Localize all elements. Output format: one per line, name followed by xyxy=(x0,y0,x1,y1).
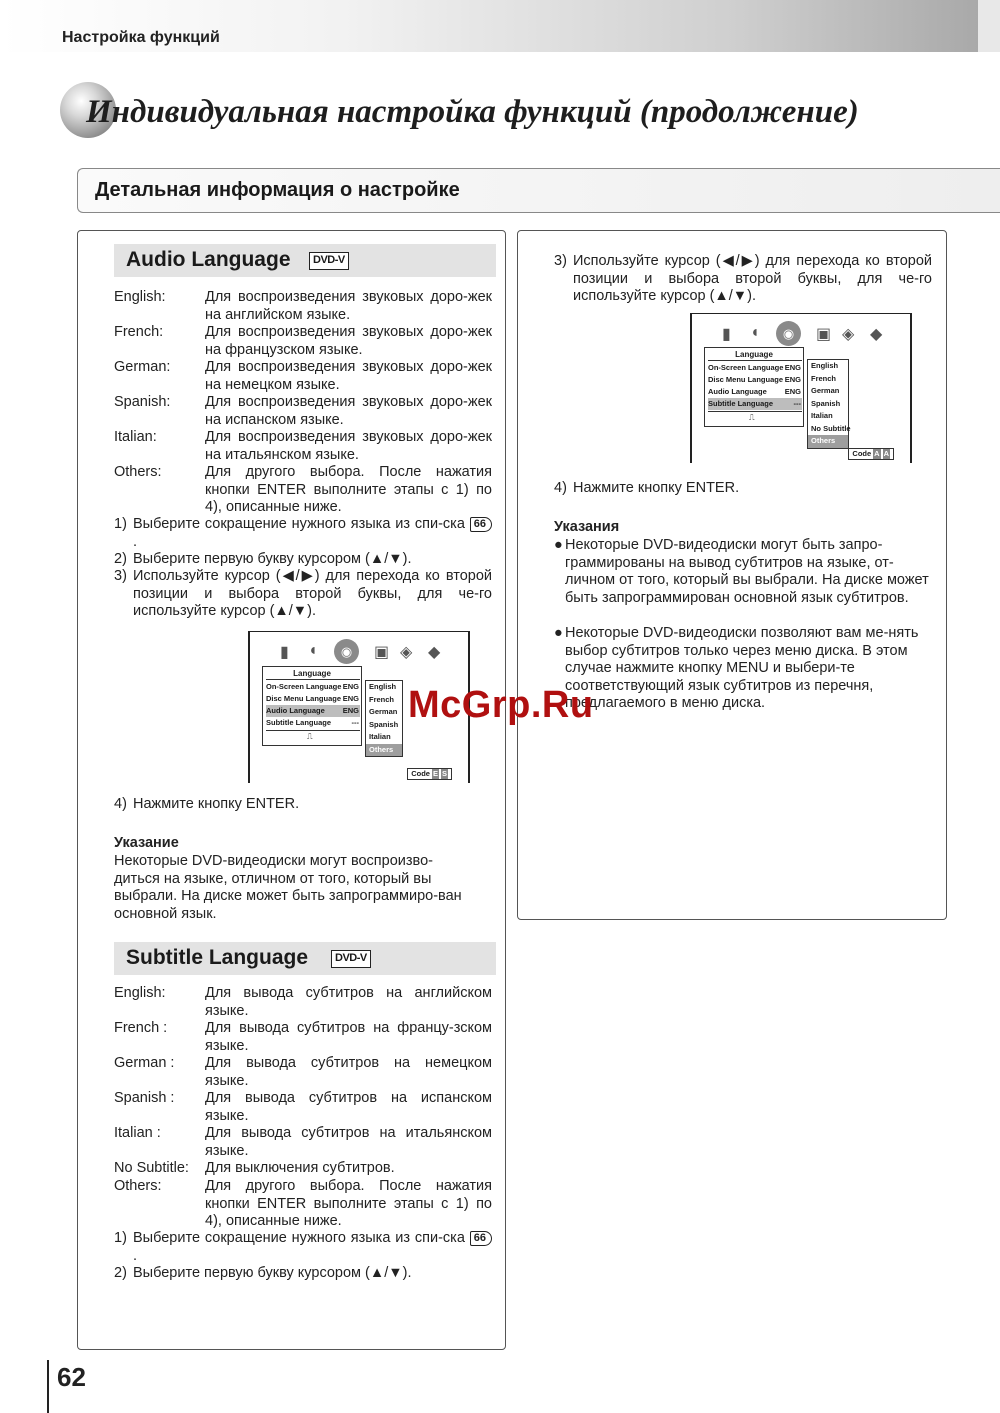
step-number: 1) xyxy=(114,1230,127,1246)
list-item-term: Italian : xyxy=(114,1125,161,1141)
step-number: 1) xyxy=(114,516,127,532)
menu-row-label: Subtitle Language xyxy=(266,718,332,727)
menu-row-value: --- xyxy=(793,399,801,408)
bullet-icon: ● xyxy=(554,537,563,553)
note-bullet-text: Некоторые DVD-видеодиски могут быть запро-граммированы на вывод субтитров на языке, от-личном от того, который вы выбрали. На диске может быть запрограммирован основной язык субтитров. xyxy=(565,537,929,606)
list-item-desc: Для вывода субтитров на испанском языке. xyxy=(205,1090,492,1124)
menu-divider xyxy=(708,411,802,412)
left-panel xyxy=(77,230,506,1350)
menu-row xyxy=(708,362,802,374)
note-text: Некоторые DVD-видеодиски могут воспроизво-диться на языке, отличном от того, который вы выбрали. На диске может быть запрограммиро-ван основной язык. xyxy=(114,853,462,922)
menu-divider xyxy=(266,679,360,680)
menu-row-selected xyxy=(708,398,802,410)
step-text: Выберите первую букву курсором (▲/▼). xyxy=(133,1265,412,1281)
note-bullet-text: Некоторые DVD-видеодиски позволяют вам ме-нять выбор субтитров только через меню диска. В этом случае нажмите кнопку MENU и выбери-те соответствующий язык субтитров из перечня, предлагаемого в меню диска. xyxy=(565,625,919,711)
code-letter: A xyxy=(874,449,880,458)
step-number: 2) xyxy=(114,1265,127,1281)
list-item-desc: Для воспроизведения звуковых доро-жек на французском языке. xyxy=(205,324,492,358)
language-disc-icon: ◉ xyxy=(334,639,359,664)
list-item-desc: Для воспроизведения звуковых доро-жек на итальянском языке. xyxy=(205,429,492,463)
option-item: Spanish xyxy=(811,398,841,408)
menu-divider xyxy=(266,730,360,731)
list-item-term: English: xyxy=(114,985,166,1001)
osd-language-menu xyxy=(704,347,804,427)
menu-row-label: On-Screen Language xyxy=(266,682,342,691)
list-item-term: No Subtitle: xyxy=(114,1160,189,1176)
display-icon: ▣ xyxy=(816,326,832,343)
step-number: 3) xyxy=(554,253,567,269)
subtitle-language-header xyxy=(114,942,496,975)
option-item: No Subtitle xyxy=(811,423,851,433)
note-bullet xyxy=(554,537,934,625)
menu-divider xyxy=(708,360,802,361)
step-number: 2) xyxy=(114,551,127,567)
menu-row-value: ENG xyxy=(342,682,359,691)
menu-row-value: ENG xyxy=(784,387,801,396)
option-item: Italian xyxy=(369,732,391,741)
list-item-desc: Для другого выбора. После нажатия кнопки ENTER выполните этапы с 1) по 4), описанные ниже. xyxy=(205,464,492,515)
list-item-desc: Для другого выбора. После нажатия кнопки ENTER выполните этапы с 1) по 4), описанные ниже. xyxy=(205,1178,492,1229)
code-box xyxy=(407,768,452,780)
menu-row-selected xyxy=(266,705,360,717)
code-letter: A xyxy=(883,449,889,458)
speaker-icon: ◖ xyxy=(750,324,760,341)
code-label: Code xyxy=(411,769,430,778)
osd-language-menu xyxy=(262,666,362,746)
audio-language-title: Audio Language xyxy=(126,248,291,271)
bullet-icon: ● xyxy=(554,625,563,641)
osd-options-list xyxy=(807,359,849,449)
step-number: 4) xyxy=(554,480,567,496)
step-text: Выберите первую букву курсором (▲/▼). xyxy=(133,551,412,567)
list-item-desc: Для воспроизведения звуковых доро-жек на английском языке. xyxy=(205,289,492,323)
menu-row-label: On-Screen Language xyxy=(708,363,784,372)
menu-row-value: ENG xyxy=(342,694,359,703)
top-banner-edge xyxy=(978,0,1000,52)
list-item-desc: Для вывода субтитров на немецком языке. xyxy=(205,1055,492,1089)
option-item-selected: Others xyxy=(808,435,848,448)
subheader-title: Детальная информация о настройке xyxy=(95,179,460,201)
list-item-desc: Для вывода субтитров на английском языке. xyxy=(205,985,492,1019)
subheader-box xyxy=(77,168,1000,213)
page-number: 62 xyxy=(57,1362,86,1392)
step-number: 4) xyxy=(114,796,127,812)
menu-row-value: --- xyxy=(351,718,359,727)
list-item-term: German : xyxy=(114,1055,175,1071)
step-text: Выберите сокращение нужного языка из спи-ска xyxy=(133,516,465,532)
note-bullet xyxy=(554,625,934,713)
menu-row-value: ENG xyxy=(342,706,359,715)
language-disc-icon: ◉ xyxy=(776,321,801,346)
other-setup-icon: ◆ xyxy=(428,644,441,661)
menu-row-label: Disc Menu Language xyxy=(266,694,342,703)
code-label: Code xyxy=(852,449,872,458)
menu-row-value: ENG xyxy=(784,363,801,372)
list-item-term: French: xyxy=(114,324,164,340)
speaker-icon: ◖ xyxy=(308,642,318,659)
menu-row xyxy=(708,374,802,386)
option-item: German xyxy=(811,386,840,395)
step-text: Нажмите кнопку ENTER. xyxy=(573,480,740,496)
list-item-desc: Для выключения субтитров. xyxy=(205,1160,395,1176)
page-reference: 66 xyxy=(470,1231,492,1246)
option-item: French xyxy=(811,373,837,383)
picture-icon: ▮ xyxy=(722,326,731,343)
code-letter: E xyxy=(432,769,438,778)
menu-title: Language xyxy=(735,350,773,359)
audio-step-1 xyxy=(114,516,494,552)
list-item-desc: Для воспроизведения звуковых доро-жек на немецком языке. xyxy=(205,359,492,393)
list-item-term: German: xyxy=(114,359,171,375)
subtitle-language-title: Subtitle Language xyxy=(126,946,309,969)
list-item-desc: Для вывода субтитров на итальянском языке. xyxy=(205,1125,492,1159)
code-box xyxy=(848,448,894,460)
list-item-term: French : xyxy=(114,1020,168,1036)
menu-row-label: Audio Language xyxy=(708,387,767,396)
list-item-term: Others: xyxy=(114,464,162,480)
audio-language-header xyxy=(114,244,496,277)
osd-options-list xyxy=(365,680,403,757)
option-item: French xyxy=(369,694,395,704)
watermark: McGrp.Ru xyxy=(408,684,594,726)
menu-row-label: Disc Menu Language xyxy=(708,375,784,384)
list-item-term: Spanish : xyxy=(114,1090,175,1106)
notes-heading: Указания xyxy=(554,519,620,535)
return-icon: ⎍ xyxy=(749,413,755,422)
option-item: Italian xyxy=(811,411,833,420)
other-setup-icon: ◆ xyxy=(870,326,883,343)
note-heading: Указание xyxy=(114,835,179,851)
parental-icon: ◈ xyxy=(400,644,413,661)
menu-row xyxy=(266,681,360,693)
list-item-desc: Для воспроизведения звуковых доро-жек на испанском языке. xyxy=(205,394,492,428)
step-number: 3) xyxy=(114,568,127,584)
menu-row-value: ENG xyxy=(784,375,801,384)
display-icon: ▣ xyxy=(374,644,390,661)
list-item-term: Italian: xyxy=(114,429,157,445)
dvd-v-badge: DVD-V xyxy=(309,252,349,270)
menu-row xyxy=(266,693,360,705)
picture-icon: ▮ xyxy=(280,644,289,661)
step-text-end: . xyxy=(133,1247,138,1264)
page-reference: 66 xyxy=(470,517,492,532)
section-label: Настройка функций xyxy=(62,29,220,46)
list-item-term: Spanish: xyxy=(114,394,171,410)
return-icon: ⎍ xyxy=(307,732,313,741)
step-text: Нажмите кнопку ENTER. xyxy=(133,796,300,812)
subtitle-step-1 xyxy=(114,1230,494,1266)
option-item: Spanish xyxy=(369,719,399,729)
step-text: Используйте курсор (◀/▶) для перехода ко второй позиции и выбора второй буквы, для че-го используйте курсор (▲/▼). xyxy=(573,253,932,304)
dvd-v-badge: DVD-V xyxy=(331,950,371,968)
option-item: English xyxy=(811,361,839,370)
option-item-selected: Others xyxy=(366,744,402,757)
step-text-end: . xyxy=(133,533,138,550)
option-item: English xyxy=(369,682,397,691)
code-letter: S xyxy=(441,769,447,778)
step-text: Выберите сокращение нужного языка из спи-ска xyxy=(133,1230,465,1246)
parental-icon: ◈ xyxy=(842,326,855,343)
list-item-desc: Для вывода субтитров на францу-зском языке. xyxy=(205,1020,492,1054)
menu-title: Language xyxy=(293,669,331,678)
option-item: German xyxy=(369,707,398,716)
menu-row xyxy=(708,386,802,398)
page-number-bar xyxy=(47,1360,49,1413)
right-panel xyxy=(517,230,947,920)
menu-row-label: Subtitle Language xyxy=(708,399,774,408)
menu-row-label: Audio Language xyxy=(266,706,325,715)
step-text: Используйте курсор (◀/▶) для перехода ко второй позиции и выбора второй буквы, для че-го используйте курсор (▲/▼). xyxy=(133,568,492,619)
menu-row xyxy=(266,717,360,729)
list-item-term: Others: xyxy=(114,1178,162,1194)
list-item-term: English: xyxy=(114,289,166,305)
osd-screenshot-subtitle xyxy=(690,313,912,463)
page-title: Индивидуальная настройка функций (продолжение) xyxy=(86,94,859,130)
